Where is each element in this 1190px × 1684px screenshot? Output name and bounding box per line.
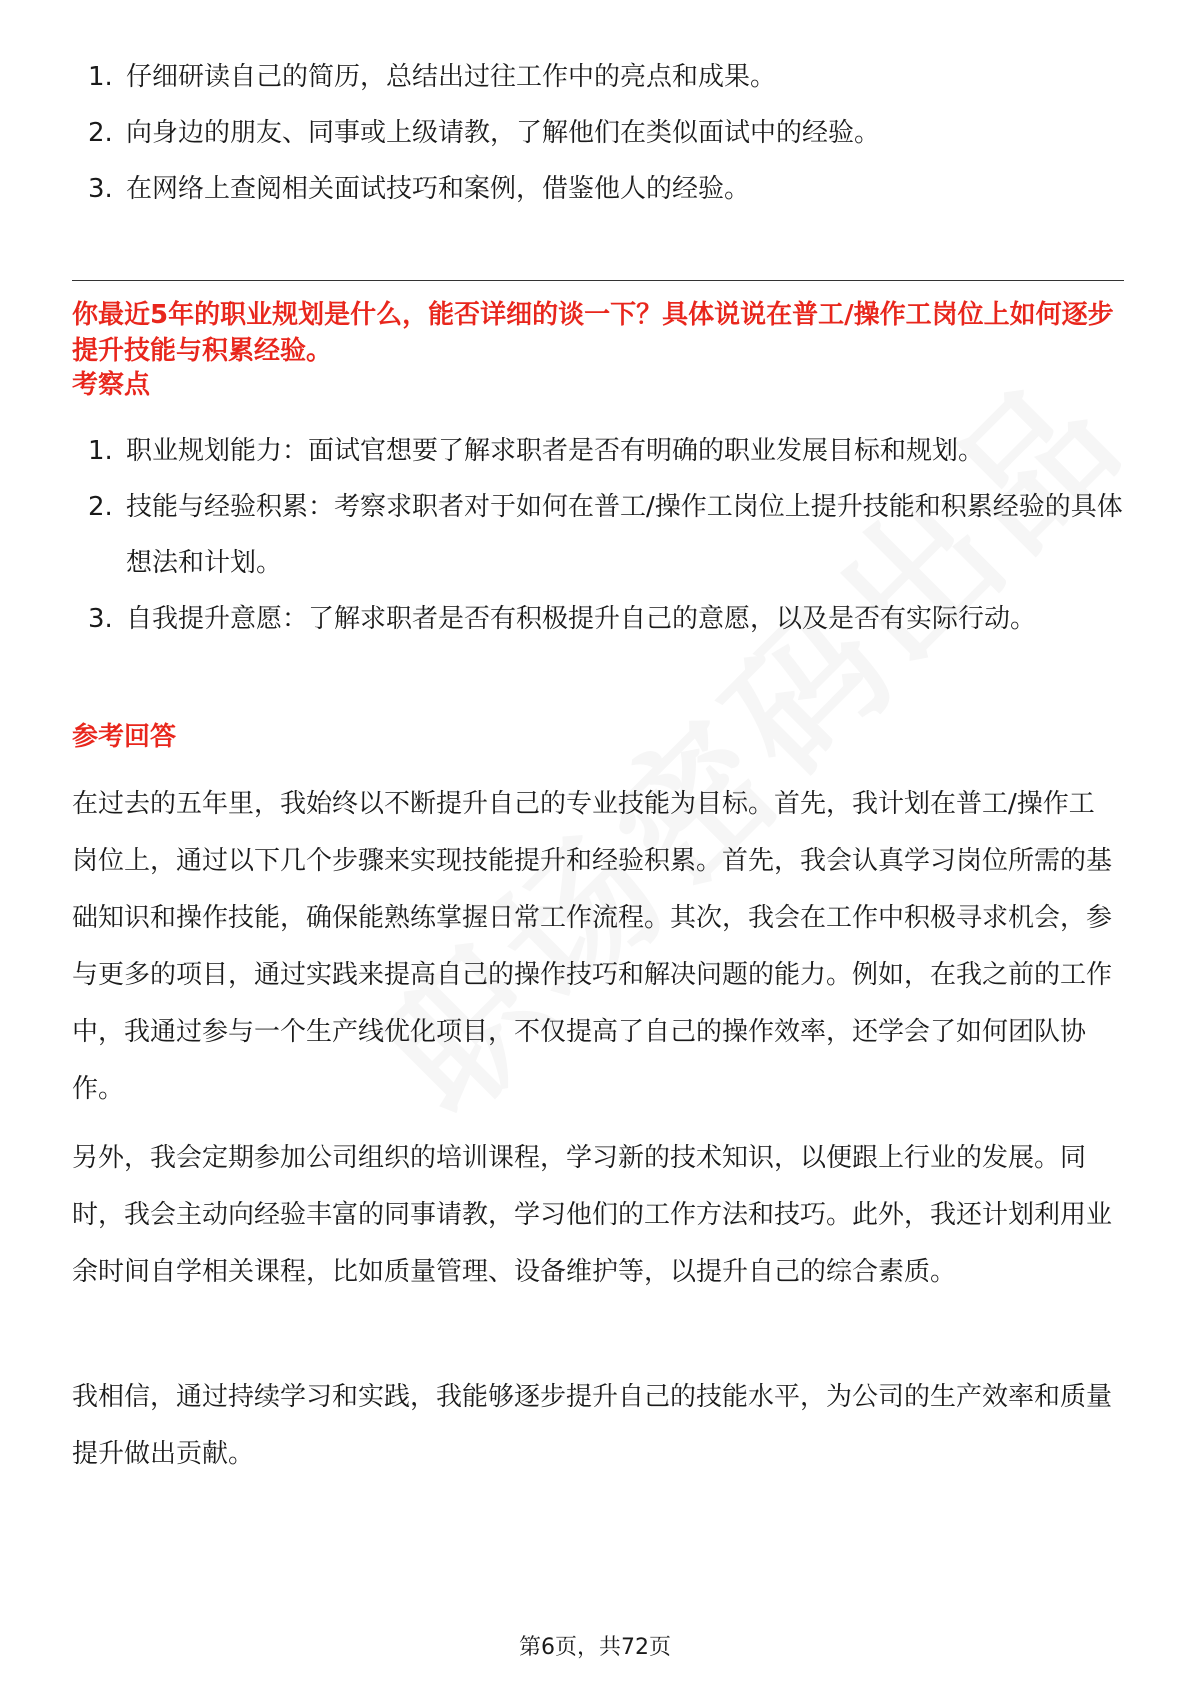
list-item-number: 3.: [88, 174, 113, 204]
answer-paragraph: 另外，我会定期参加公司组织的培训课程，学习新的技术知识，以便跟上行业的发展。同时，我会主动向经验丰富的同事请教，学习他们的工作方法和技巧。此外，我还计划利用业余时间自学相关课程，比如质量管理、设备维护等，以提升自己的综合素质。: [72, 1143, 1113, 1287]
list-item-number: 1.: [88, 62, 113, 92]
answer-paragraph: 在过去的五年里，我始终以不断提升自己的专业技能为目标。首先，我计划在普工/操作工岗位上，通过以下几个步骤来实现技能提升和经验积累。首先，我会认真学习岗位所需的基础知识和操作技能，确保能熟练掌握日常工作流程。其次，我会在工作中积极寻求机会，参与更多的项目，通过实践来提高自己的操作技巧和解决问题的能力。例如，在我之前的工作中，我通过参与一个生产线优化项目，不仅提高了自己的操作效率，还学会了如何团队协作。: [72, 789, 1113, 1104]
question-heading: 你最近5年的职业规划是什么，能否详细的谈一下？具体说说在普工/操作工岗位上如何逐步提升技能与积累经验。: [72, 300, 1114, 366]
list-item: [0, 479, 1190, 591]
list-item: [0, 423, 1190, 479]
list-item-text: 仔细研读自己的简历，总结出过往工作中的亮点和成果。: [126, 62, 777, 92]
page-number: 第6页，共72页: [519, 1635, 671, 1660]
list-item-text: 向身边的朋友、同事或上级请教，了解他们在类似面试中的经验。: [126, 118, 881, 148]
list-item-number: 2.: [88, 118, 113, 148]
list-item: [0, 49, 1190, 105]
focus-list: [0, 423, 1190, 647]
list-item: [0, 105, 1190, 161]
list-item: [0, 591, 1190, 647]
section-divider: [72, 280, 1124, 281]
list-item: [0, 161, 1190, 217]
list-item-text: 技能与经验积累：考察求职者对于如何在普工/操作工岗位上提升技能和积累经验的具体想法和计划。: [126, 492, 1123, 578]
intro-list: [0, 49, 1190, 217]
list-item-number: 2.: [88, 492, 113, 522]
list-item-text: 在网络上查阅相关面试技巧和案例，借鉴他人的经验。: [126, 174, 751, 204]
focus-heading: 考察点: [72, 370, 151, 400]
list-item-text: 自我提升意愿：了解求职者是否有积极提升自己的意愿，以及是否有实际行动。: [126, 604, 1037, 634]
list-item-number: 1.: [88, 436, 113, 466]
list-item-number: 3.: [88, 604, 113, 634]
answer-paragraph: 我相信，通过持续学习和实践，我能够逐步提升自己的技能水平，为公司的生产效率和质量提升做出贡献。: [72, 1382, 1113, 1469]
answer-heading: 参考回答: [72, 722, 177, 752]
list-item-text: 职业规划能力：面试官想要了解求职者是否有明确的职业发展目标和规划。: [126, 436, 985, 466]
